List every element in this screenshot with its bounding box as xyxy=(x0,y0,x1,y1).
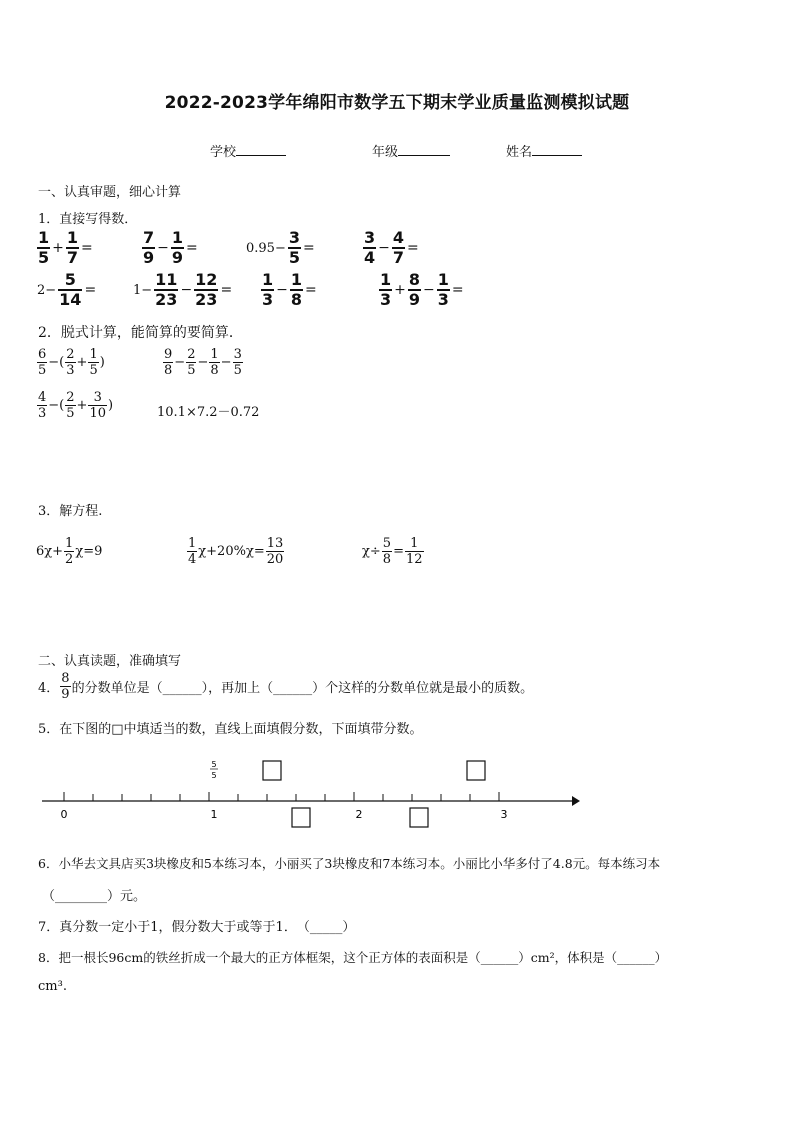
number-line-ticks xyxy=(64,792,499,801)
q1-item-2: $\frac{7}{9}$ − $\frac{1}{9}$ = xyxy=(143,228,198,267)
school-field[interactable] xyxy=(210,141,286,160)
q2-expr-3: $\frac{4}{3}$ −( $\frac{2}{5}$ + $\frac{3}{10}$ ) xyxy=(38,390,114,421)
q3-eq-1: 6χ+ $\frac{1}{2}$ χ=9 xyxy=(36,536,103,567)
marker-fraction-den: 5 xyxy=(211,771,217,780)
q1-item-4: $\frac{3}{4}$ − $\frac{4}{7}$ = xyxy=(364,228,419,267)
tick-label-2: 2 xyxy=(355,808,363,821)
number-line-arrow xyxy=(572,796,580,806)
q1-item-7: $\frac{1}{3}$ − $\frac{1}{8}$ = xyxy=(262,270,317,309)
q8-line-1: 8．把一根长96cm的铁丝折成一个最大的正方体框架，这个正方体的表面积是（______）cm²，体积是（______） xyxy=(38,950,668,965)
answer-box-top-1[interactable] xyxy=(263,761,281,780)
section-2-heading: 二、认真读题，准确填写 xyxy=(38,654,182,669)
section-1-heading: 一、认真审题，细心计算 xyxy=(38,185,182,200)
name-field[interactable] xyxy=(506,141,582,160)
school-blank[interactable] xyxy=(236,143,286,156)
q6-line-2: （________）元。 xyxy=(42,889,147,904)
q2-expr-2: $\frac{9}{8}$ − $\frac{2}{5}$ − $\frac{1}{8}$ − $\frac{3}{5}$ xyxy=(164,347,242,378)
q1-label: 1．直接写得数． xyxy=(38,212,138,227)
q2-expr-4: 10.1×7.2－0.72 xyxy=(157,405,260,420)
q1-item-1: $\frac{1}{5}$ + $\frac{1}{7}$ = xyxy=(38,228,93,267)
q1-item-8: $\frac{1}{3}$ + $\frac{8}{9}$ − $\frac{1}{3}$ = xyxy=(380,270,464,309)
marker-fraction-num: 5 xyxy=(211,760,217,769)
q3-eq-3: χ÷ $\frac{5}{8}$ = $\frac{1}{12}$ xyxy=(362,536,423,567)
q3-label: 3．解方程. xyxy=(38,504,103,519)
q6-line-1: 6．小华去文具店买3块橡皮和5本练习本，小丽买了3块橡皮和7本练习本。小丽比小华多付了4.8元。每本练习本 xyxy=(38,856,661,871)
answer-box-bottom-2[interactable] xyxy=(410,808,428,827)
name-label: 姓名 xyxy=(506,145,533,160)
answer-box-top-2[interactable] xyxy=(467,761,485,780)
answer-box-bottom-1[interactable] xyxy=(292,808,310,827)
grade-field[interactable] xyxy=(372,141,450,160)
q2-label: 2．脱式计算，能简算的要简算． xyxy=(38,325,243,341)
q1-item-6: 1− $\frac{11}{23}$ − $\frac{12}{23}$ = xyxy=(133,270,233,309)
name-blank[interactable] xyxy=(532,143,582,156)
number-line-diagram xyxy=(0,750,794,835)
q7: 7．真分数一定小于1，假分数大于或等于1． （_____） xyxy=(38,920,356,935)
tick-label-0: 0 xyxy=(60,808,68,821)
q4: 4． $\frac{8}{9}$ 的分数单位是（______），再加上（______）个这样的分数单位就是最小的质数。 xyxy=(38,671,534,702)
grade-label: 年级 xyxy=(372,145,399,160)
tick-label-3: 3 xyxy=(500,808,508,821)
q3-eq-2: $\frac{1}{4}$ χ+20%χ= $\frac{13}{20}$ xyxy=(188,536,284,567)
page-title: 2022-2023学年绵阳市数学五下期末学业质量监测模拟试题 xyxy=(164,93,630,113)
q2-expr-1: $\frac{6}{5}$ −( $\frac{2}{3}$ + $\frac{1}{5}$ ) xyxy=(38,347,105,378)
q5-label: 5．在下图的□中填适当的数，直线上面填假分数，下面填带分数。 xyxy=(38,722,423,737)
tick-label-1: 1 xyxy=(210,808,218,821)
q8-line-2: cm³. xyxy=(38,979,67,994)
q1-item-3: 0.95− $\frac{3}{5}$ = xyxy=(246,228,315,267)
q1-item-5: 2− $\frac{5}{14}$ = xyxy=(37,270,97,309)
school-label: 学校 xyxy=(210,145,237,160)
grade-blank[interactable] xyxy=(398,143,450,156)
